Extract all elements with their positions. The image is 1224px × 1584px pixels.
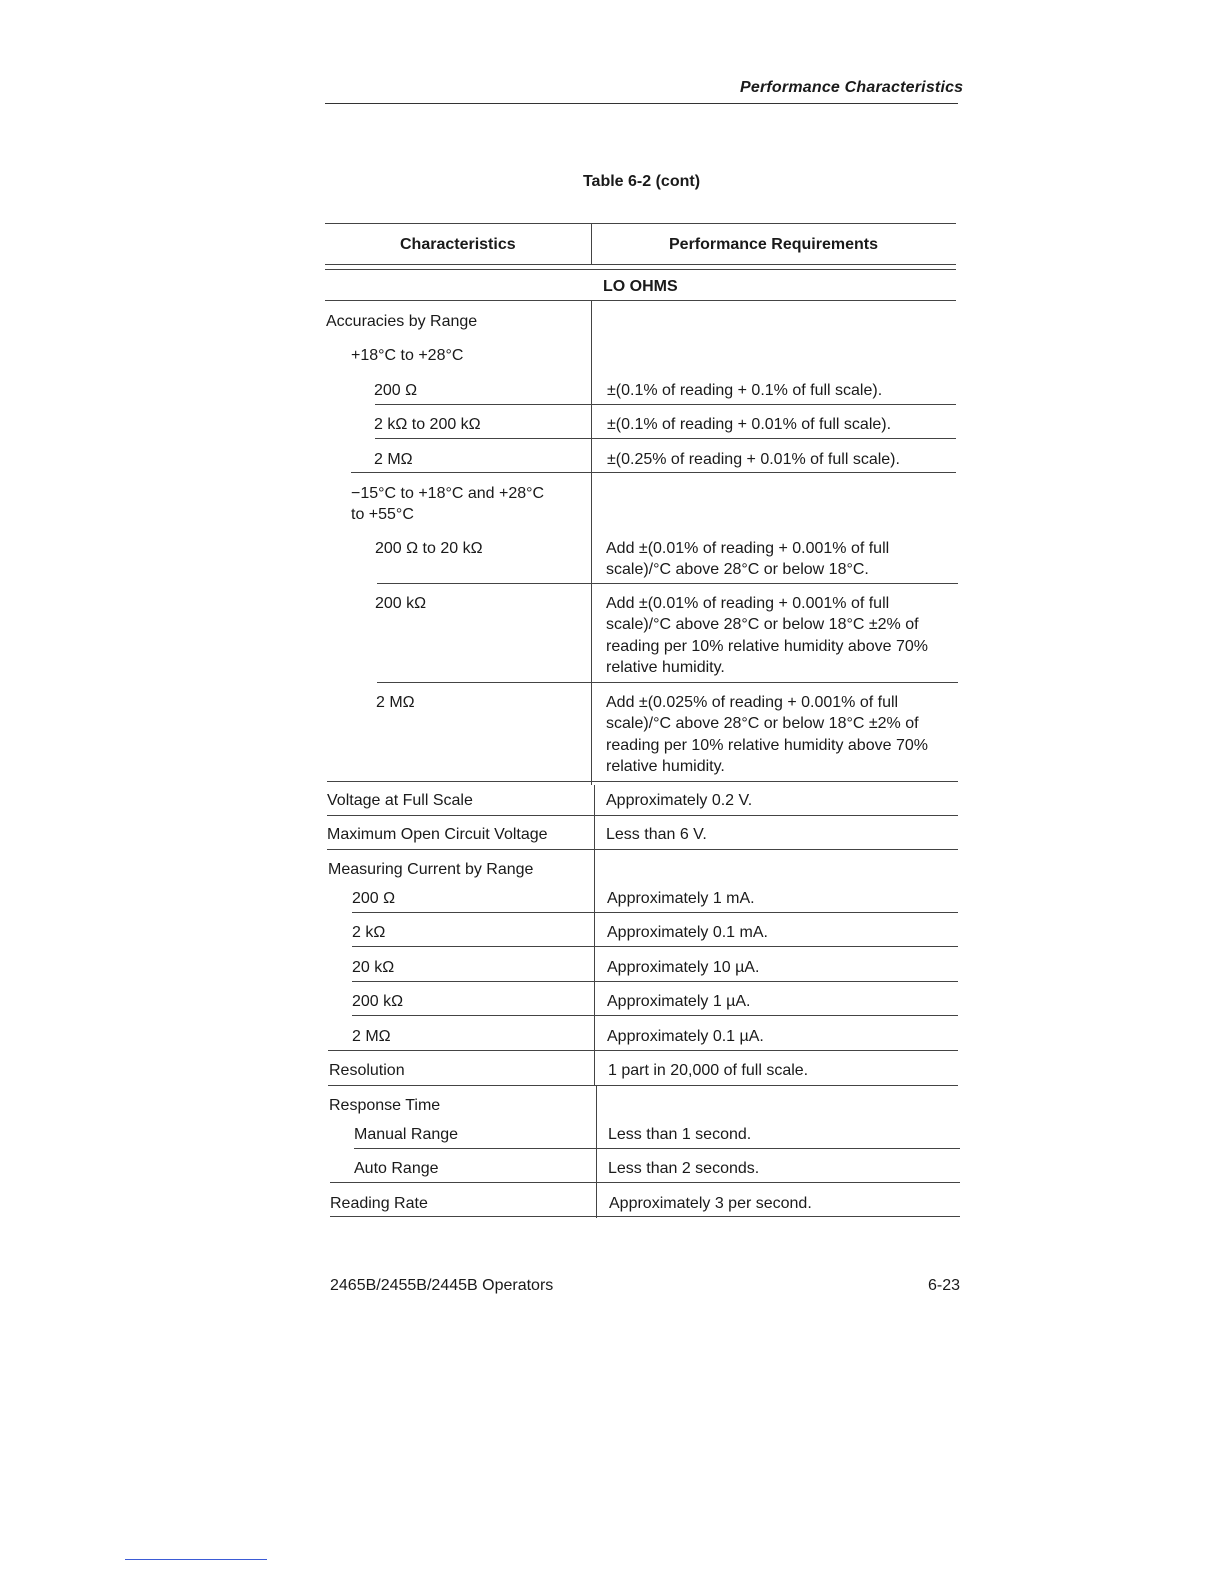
cell-rt-manual: Manual Range xyxy=(354,1126,459,1143)
header-bottom-rule-2 xyxy=(325,269,956,270)
header-divider xyxy=(591,223,592,264)
cell-r2k-req: ±(0.1% of reading + 0.01% of full scale). xyxy=(607,416,892,433)
cell-mc200k-req: Approximately 1 µA. xyxy=(607,993,751,1010)
column-divider-2 xyxy=(594,785,595,1085)
cell-t2-2m-req-l3: reading per 10% relative humidity above 70% xyxy=(606,737,928,754)
row-rule xyxy=(328,1050,958,1051)
cell-rr: Reading Rate xyxy=(330,1195,428,1212)
row-rule xyxy=(375,404,956,405)
row-rule xyxy=(352,912,958,913)
cell-mc200k: 200 kΩ xyxy=(352,993,404,1010)
cell-t2-200-20k-req-l1: Add ±(0.01% of reading + 0.001% of full xyxy=(606,540,890,557)
row-rule xyxy=(352,1015,958,1016)
row-rule xyxy=(327,849,958,850)
section-rule xyxy=(325,300,956,301)
column-header-characteristics: Characteristics xyxy=(400,236,516,253)
row-rule xyxy=(352,946,958,947)
column-header-performance: Performance Requirements xyxy=(669,236,878,253)
section-title: LO OHMS xyxy=(603,278,678,295)
cell-mcr: Measuring Current by Range xyxy=(328,861,534,878)
cell-mocv-req: Less than 6 V. xyxy=(606,826,707,843)
row-rule xyxy=(377,682,958,683)
cell-rt: Response Time xyxy=(329,1097,441,1114)
running-head: Performance Characteristics xyxy=(740,79,964,96)
cell-t2-2m-req-l2: scale)/°C above 28°C or below 18°C ±2% of xyxy=(606,715,919,732)
cell-t2-200k-req-l1: Add ±(0.01% of reading + 0.001% of full xyxy=(606,595,890,612)
cell-temp2-l1: −15°C to +18°C and +28°C xyxy=(351,485,545,502)
cell-mc2k-req: Approximately 0.1 mA. xyxy=(607,924,768,941)
bottom-link-rule xyxy=(125,1559,267,1560)
cell-mc200-req: Approximately 1 mA. xyxy=(607,890,755,907)
cell-accuracies: Accuracies by Range xyxy=(326,313,478,330)
cell-t2-200k: 200 kΩ xyxy=(375,595,427,612)
cell-mc200: 200 Ω xyxy=(352,890,396,907)
row-rule xyxy=(352,981,958,982)
cell-temp1: +18°C to +28°C xyxy=(351,347,464,364)
cell-t2-2m-req-l4: relative humidity. xyxy=(606,758,725,775)
cell-t2-200k-req-l3: reading per 10% relative humidity above 70% xyxy=(606,638,928,655)
row-rule xyxy=(377,583,958,584)
cell-t2-2m: 2 MΩ xyxy=(376,694,415,711)
table-bottom-rule xyxy=(330,1216,960,1217)
cell-rr-req: Approximately 3 per second. xyxy=(609,1195,812,1212)
cell-mocv: Maximum Open Circuit Voltage xyxy=(327,826,548,843)
footer-manual-title: 2465B/2455B/2445B Operators xyxy=(330,1277,554,1294)
header-rule xyxy=(325,103,958,104)
cell-rt-auto: Auto Range xyxy=(354,1160,439,1177)
cell-t2-200-20k-req-l2: scale)/°C above 28°C or below 18°C. xyxy=(606,561,869,578)
cell-mc20k: 20 kΩ xyxy=(352,959,395,976)
table-title: Table 6-2 (cont) xyxy=(582,173,701,190)
cell-t2-200k-req-l4: relative humidity. xyxy=(606,659,725,676)
cell-mc2m-req: Approximately 0.1 µA. xyxy=(607,1028,764,1045)
cell-rt-auto-req: Less than 2 seconds. xyxy=(608,1160,760,1177)
row-rule xyxy=(330,1182,960,1183)
cell-vfs: Voltage at Full Scale xyxy=(327,792,473,809)
row-rule xyxy=(327,815,958,816)
row-rule xyxy=(327,781,958,782)
cell-r2m: 2 MΩ xyxy=(374,451,413,468)
table-top-rule xyxy=(325,223,956,224)
row-rule xyxy=(375,438,956,439)
column-divider-1 xyxy=(591,300,592,785)
cell-t2-200k-req-l2: scale)/°C above 28°C or below 18°C ±2% of xyxy=(606,616,919,633)
cell-temp2-l2: to +55°C xyxy=(351,506,414,523)
cell-vfs-req: Approximately 0.2 V. xyxy=(606,792,753,809)
cell-r200-req: ±(0.1% of reading + 0.1% of full scale). xyxy=(607,382,883,399)
cell-r2k: 2 kΩ to 200 kΩ xyxy=(374,416,481,433)
cell-t2-2m-req-l1: Add ±(0.025% of reading + 0.001% of full xyxy=(606,694,899,711)
cell-r200: 200 Ω xyxy=(374,382,418,399)
cell-rt-manual-req: Less than 1 second. xyxy=(608,1126,752,1143)
row-rule xyxy=(354,1148,960,1149)
cell-mc2m: 2 MΩ xyxy=(352,1028,391,1045)
cell-t2-200-20k: 200 Ω to 20 kΩ xyxy=(375,540,483,557)
cell-res-req: 1 part in 20,000 of full scale. xyxy=(608,1062,809,1079)
row-rule xyxy=(351,472,956,473)
row-rule xyxy=(328,1085,958,1086)
footer-page-number: 6-23 xyxy=(928,1277,961,1294)
cell-mc2k: 2 kΩ xyxy=(352,924,386,941)
cell-r2m-req: ±(0.25% of reading + 0.01% of full scale). xyxy=(607,451,900,468)
cell-mc20k-req: Approximately 10 µA. xyxy=(607,959,760,976)
column-divider-3 xyxy=(596,1085,597,1218)
cell-res: Resolution xyxy=(329,1062,405,1079)
header-bottom-rule-1 xyxy=(325,264,956,265)
